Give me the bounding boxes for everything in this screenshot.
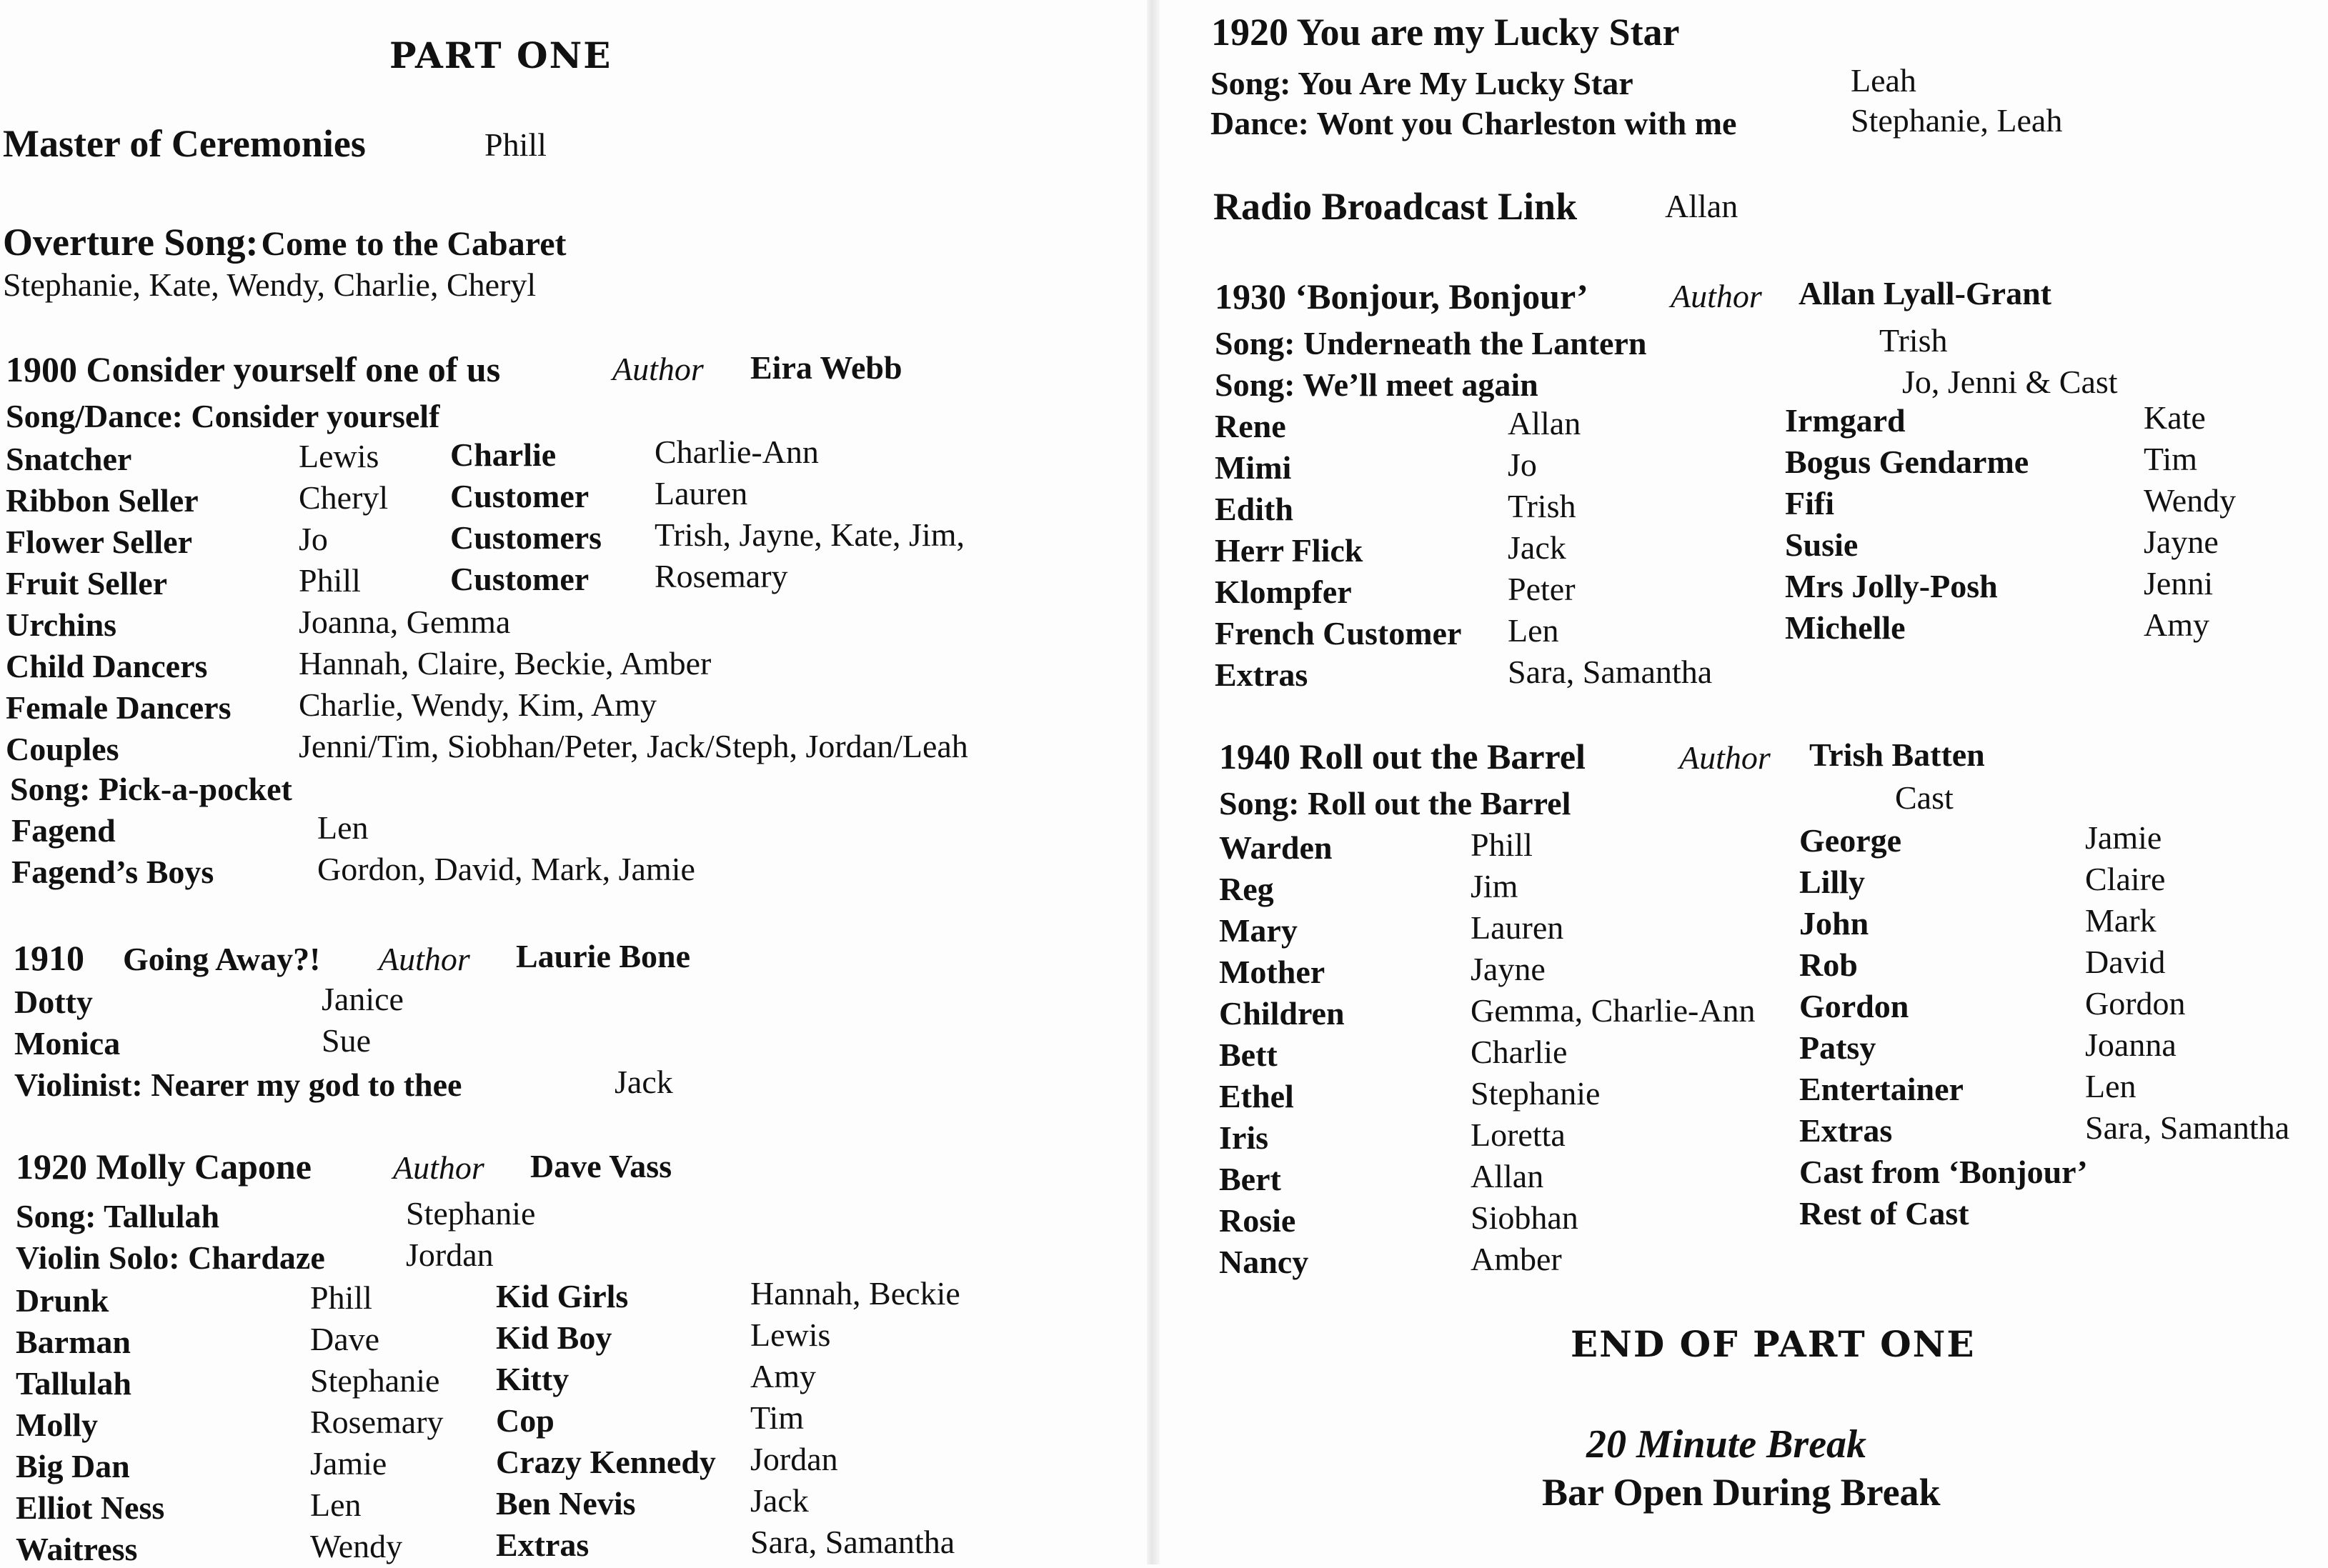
section-1930-row-actor: Peter <box>1508 571 1576 607</box>
section-1900-row-col2-actor: Lauren <box>655 475 748 511</box>
section-1940-row-col2-role: Extras <box>1799 1112 1893 1149</box>
section-1930-row-actor: Jack <box>1508 529 1566 566</box>
section-1940-song-label: Song: Roll out the Barrel <box>1219 785 1571 822</box>
section-1920-molly-row-actor: Len <box>310 1487 362 1523</box>
section-1930-row-role: French Customer <box>1215 615 1462 651</box>
section-1900-row-role: Urchins <box>6 606 117 643</box>
section-1940-row-actor: Gemma, Charlie-Ann <box>1471 992 1756 1029</box>
section-1910-row-role: Violinist: Nearer my god to thee <box>14 1067 462 1103</box>
page-fold <box>1147 0 1160 1564</box>
section-1910-row-role: Dotty <box>14 984 93 1020</box>
section-1940-row-actor: Jayne <box>1471 951 1546 987</box>
section-1940-row-role: Iris <box>1219 1119 1268 1156</box>
section-1920-molly-row-role: Elliot Ness <box>16 1489 165 1526</box>
section-1920-molly-row-actor: Wendy <box>310 1528 403 1564</box>
section-1940-row-role: Children <box>1219 995 1345 1032</box>
section-1930-row-actor: Jo <box>1508 446 1537 483</box>
section-1920-molly-row-actor: Phill <box>310 1279 372 1316</box>
section-1900-row-actor: Jenni/Tim, Siobhan/Peter, Jack/Steph, Jordan/Leah <box>299 728 968 764</box>
section-1940-row-actor: Amber <box>1471 1241 1562 1277</box>
overture-prefix: Overture Song: <box>3 221 259 264</box>
section-1920-lucky-line-actor: Stephanie, Leah <box>1851 102 2063 139</box>
section-1940-author-label: Author <box>1679 739 1771 776</box>
section-1940-row-role: Mary <box>1219 912 1298 949</box>
section-1930-row-role: Edith <box>1215 491 1293 527</box>
section-1910-row-actor: Sue <box>322 1022 371 1059</box>
section-1900-row-role: Ribbon Seller <box>6 482 199 519</box>
section-1910-row-role: Monica <box>14 1025 121 1062</box>
section-1910-year: 1910 <box>13 938 84 978</box>
section-1940-row-role: Rosie <box>1219 1202 1296 1239</box>
section-1920-molly-row-col2-actor: Tim <box>750 1399 805 1436</box>
section-1920-molly-row-role: Drunk <box>16 1282 109 1319</box>
section-1910-author: Laurie Bone <box>516 938 691 974</box>
section-1940-row-col2-actor: Len <box>2085 1068 2137 1104</box>
section-1900-song2: Song: Pick-a-pocket <box>10 771 292 807</box>
section-1920-molly-row-col2-actor: Jack <box>750 1482 809 1519</box>
section-1900-row-col2-role: Customer <box>450 561 590 597</box>
section-1900-pickpocket-row-actor: Len <box>317 809 369 846</box>
section-1920-molly-row-actor: Dave <box>310 1321 380 1357</box>
section-1920-molly-row-role: Waitress <box>16 1531 138 1567</box>
section-1920-molly-row-col2-actor: Sara, Samantha <box>750 1524 955 1560</box>
section-1920-molly-song-actor: Jordan <box>406 1237 494 1273</box>
section-1920-molly-song-role: Song: Tallulah <box>16 1198 220 1234</box>
section-1900-row-role: Flower Seller <box>6 524 192 560</box>
section-1930-song-actor: Trish <box>1879 322 1948 359</box>
section-1930-row-col2-role: Irmgard <box>1785 402 1906 439</box>
section-1940-row-col2-role: George <box>1799 822 1902 859</box>
section-1940-row-role: Bett <box>1219 1037 1278 1073</box>
section-1940-row-col2-actor: Mark <box>2085 902 2157 939</box>
section-1940-row-role: Mother <box>1219 954 1325 990</box>
section-1900-row-actor: Hannah, Claire, Beckie, Amber <box>299 645 712 681</box>
section-1900-row-actor: Phill <box>299 562 361 599</box>
section-1900-row-col2-role: Charlie <box>450 436 557 473</box>
section-1940-row-col2-role: Patsy <box>1799 1029 1876 1066</box>
section-1920-lucky-heading: 1920 You are my Lucky Star <box>1211 11 1680 54</box>
section-1940-row-actor: Stephanie <box>1471 1075 1601 1112</box>
section-1940-row-col2-role: John <box>1799 905 1869 942</box>
section-1900-row-role: Couples <box>6 731 119 767</box>
section-1940-row-col2-role: Cast from ‘Bonjour’ <box>1799 1154 2088 1190</box>
section-1930-row-col2-role: Fifi <box>1785 485 1834 521</box>
section-1920-molly-row-role: Big Dan <box>16 1448 130 1484</box>
section-1940-row-col2-role: Rest of Cast <box>1799 1195 1969 1232</box>
section-1940-row-actor: Allan <box>1471 1158 1544 1194</box>
section-1930-row-col2-role: Susie <box>1785 526 1859 563</box>
section-1930-row-role: Extras <box>1215 656 1308 693</box>
section-1940-row-col2-actor: Jamie <box>2085 819 2162 856</box>
section-1940-row-role: Warden <box>1219 829 1333 866</box>
section-1910-row-actor: Janice <box>322 981 404 1017</box>
section-1910-author-label: Author <box>379 941 470 977</box>
section-1900-row-actor: Cheryl <box>299 479 389 516</box>
section-1940-row-col2-actor: Joanna <box>2085 1027 2177 1063</box>
section-1900-row-col2-actor: Rosemary <box>655 558 788 594</box>
mc-label: Master of Ceremonies <box>3 122 366 165</box>
section-1940-author: Trish Batten <box>1809 736 1985 773</box>
section-1930-row-role: Herr Flick <box>1215 532 1363 569</box>
section-1920-molly-row-col2-actor: Hannah, Beckie <box>750 1275 960 1312</box>
section-1910-title: Going Away?! <box>123 941 321 977</box>
section-1900-author-label: Author <box>612 351 704 387</box>
section-1940-row-col2-actor: Claire <box>2085 861 2166 897</box>
section-1920-molly-row-col2-role: Extras <box>496 1527 590 1563</box>
section-1940-row-col2-role: Entertainer <box>1799 1071 1964 1107</box>
section-1900-row-actor: Charlie, Wendy, Kim, Amy <box>299 686 657 723</box>
section-1900-pickpocket-row-role: Fagend <box>11 812 116 849</box>
section-1920-molly-row-actor: Jamie <box>310 1445 387 1482</box>
section-1920-molly-author-label: Author <box>393 1149 484 1186</box>
section-1920-molly-song-role: Violin Solo: Chardaze <box>16 1239 325 1276</box>
right-page <box>1165 0 2328 1564</box>
section-1920-molly-row-col2-role: Cop <box>496 1402 554 1439</box>
section-1900-row-role: Snatcher <box>6 441 132 477</box>
section-1920-molly-row-col2-role: Kid Girls <box>496 1278 629 1314</box>
section-1940-row-col2-actor: Gordon <box>2085 985 2186 1022</box>
section-1900-row-actor: Jo <box>299 521 328 557</box>
section-1940-song-cast: Cast <box>1895 779 1954 816</box>
end-part-one-title: END OF PART ONE <box>1571 1323 1976 1365</box>
section-1920-molly-row-col2-role: Ben Nevis <box>496 1485 636 1522</box>
section-1900-row-role: Female Dancers <box>6 689 232 726</box>
section-1940-row-actor: Charlie <box>1471 1034 1568 1070</box>
section-1940-row-actor: Phill <box>1471 827 1533 863</box>
section-1940-row-col2-role: Lilly <box>1799 864 1866 900</box>
section-1920-lucky-line-actor: Leah <box>1851 62 1916 99</box>
section-1920-molly-author: Dave Vass <box>530 1148 672 1184</box>
part-one-title: PART ONE <box>389 34 612 76</box>
section-1940-row-col2-actor: David <box>2085 944 2166 980</box>
section-1930-author-label: Author <box>1671 278 1762 314</box>
section-1930-row-col2-actor: Wendy <box>2144 482 2237 519</box>
section-1930-row-col2-role: Bogus Gendarme <box>1785 444 2029 480</box>
mc-name: Phill <box>484 126 547 163</box>
section-1930-song-role: Song: We’ll meet again <box>1215 366 1538 403</box>
section-1930-song-actor: Jo, Jenni & Cast <box>1902 364 2118 400</box>
section-1930-row-col2-actor: Kate <box>2144 399 2206 436</box>
section-1920-molly-row-actor: Rosemary <box>310 1404 444 1440</box>
section-1920-molly-song-actor: Stephanie <box>406 1195 536 1232</box>
section-1930-song-role: Song: Underneath the Lantern <box>1215 325 1647 361</box>
section-1930-row-col2-actor: Amy <box>2144 606 2209 643</box>
section-1940-heading: 1940 Roll out the Barrel <box>1219 736 1586 776</box>
section-1900-row-col2-actor: Charlie-Ann <box>655 434 819 470</box>
section-1930-row-actor: Sara, Samantha <box>1508 654 1713 690</box>
section-1920-molly-row-col2-actor: Jordan <box>750 1441 838 1477</box>
bar-notice: Bar Open During Break <box>1542 1471 1941 1514</box>
section-1920-molly-row-col2-actor: Amy <box>750 1358 816 1394</box>
section-1930-row-role: Mimi <box>1215 449 1292 486</box>
section-1920-lucky-line-role: Song: You Are My Lucky Star <box>1210 65 1633 101</box>
section-1920-molly-row-col2-role: Crazy Kennedy <box>496 1444 716 1480</box>
break-notice: 20 Minute Break <box>1586 1422 1867 1467</box>
section-1930-row-col2-actor: Jenni <box>2144 565 2214 601</box>
section-1930-row-actor: Allan <box>1508 405 1581 441</box>
section-1920-molly-row-col2-actor: Lewis <box>750 1317 831 1353</box>
section-1920-molly-row-col2-role: Kitty <box>496 1361 569 1397</box>
section-1900-heading: 1900 Consider yourself one of us <box>6 349 501 389</box>
section-1930-author: Allan Lyall-Grant <box>1799 275 2051 311</box>
overture-cast: Stephanie, Kate, Wendy, Charlie, Cheryl <box>3 266 537 303</box>
overture-heading <box>3 220 566 264</box>
section-1900-author: Eira Webb <box>750 349 902 386</box>
section-1930-row-actor: Trish <box>1508 488 1576 524</box>
section-1940-row-role: Bert <box>1219 1161 1281 1197</box>
section-1940-row-col2-actor: Sara, Samantha <box>2085 1109 2290 1146</box>
radio-label: Radio Broadcast Link <box>1213 185 1578 228</box>
section-1930-row-actor: Len <box>1508 612 1559 649</box>
section-1940-row-actor: Loretta <box>1471 1117 1566 1153</box>
section-1940-row-actor: Siobhan <box>1471 1199 1578 1236</box>
section-1940-row-role: Nancy <box>1219 1244 1309 1280</box>
section-1920-molly-row-role: Molly <box>16 1407 98 1443</box>
section-1920-molly-row-col2-role: Kid Boy <box>496 1319 612 1356</box>
section-1910-row-actor: Jack <box>615 1064 673 1100</box>
section-1940-row-actor: Lauren <box>1471 909 1564 946</box>
section-1940-row-col2-role: Gordon <box>1799 988 1909 1024</box>
section-1930-row-role: Rene <box>1215 408 1286 444</box>
section-1920-molly-row-role: Tallulah <box>16 1365 131 1402</box>
section-1940-row-col2-role: Rob <box>1799 947 1858 983</box>
section-1940-row-role: Ethel <box>1219 1078 1294 1114</box>
section-1930-row-col2-role: Michelle <box>1785 609 1906 646</box>
section-1930-heading: 1930 ‘Bonjour, Bonjour’ <box>1215 276 1588 316</box>
section-1920-molly-heading: 1920 Molly Capone <box>16 1147 312 1187</box>
section-1930-row-col2-role: Mrs Jolly-Posh <box>1785 568 1998 604</box>
section-1900-row-col2-actor: Trish, Jayne, Kate, Jim, <box>655 516 965 553</box>
section-1940-row-actor: Jim <box>1471 868 1518 904</box>
radio-name: Allan <box>1665 188 1738 224</box>
section-1920-molly-row-actor: Stephanie <box>310 1362 440 1399</box>
section-1930-row-col2-actor: Tim <box>2144 441 2198 477</box>
section-1900-row-role: Fruit Seller <box>6 565 168 601</box>
section-1900-row-actor: Joanna, Gemma <box>299 604 511 640</box>
section-1900-row-actor: Lewis <box>299 438 379 474</box>
section-1900-row-col2-role: Customers <box>450 519 602 556</box>
section-1900-row-role: Child Dancers <box>6 648 208 684</box>
section-1920-lucky-line-role: Dance: Wont you Charleston with me <box>1210 105 1737 141</box>
overture-title: Come to the Cabaret <box>261 225 567 263</box>
section-1920-molly-row-role: Barman <box>16 1324 131 1360</box>
section-1930-row-col2-actor: Jayne <box>2144 524 2219 560</box>
section-1900-pickpocket-row-role: Fagend’s Boys <box>11 854 214 890</box>
section-1930-row-role: Klompfer <box>1215 574 1352 610</box>
section-1900-song-dance: Song/Dance: Consider yourself <box>6 398 440 434</box>
left-page <box>0 0 1143 1567</box>
section-1900-row-col2-role: Customer <box>450 478 590 514</box>
section-1900-pickpocket-row-actor: Gordon, David, Mark, Jamie <box>317 851 695 887</box>
section-1940-row-role: Reg <box>1219 871 1274 907</box>
